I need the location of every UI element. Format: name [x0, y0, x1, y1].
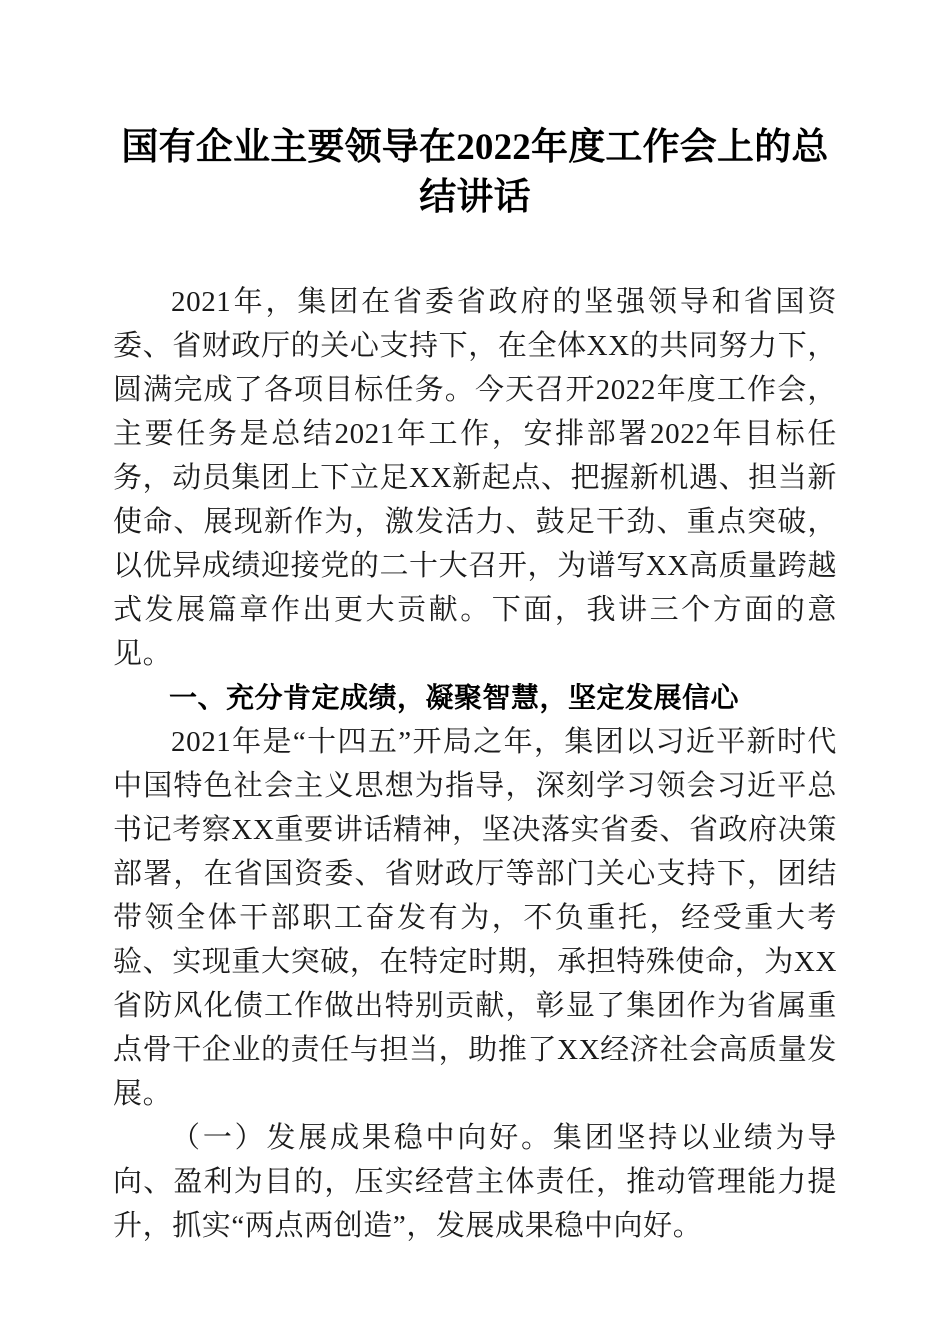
section-heading-one: 一、充分肯定成绩，凝聚智慧，坚定发展信心 — [169, 682, 740, 713]
paragraph-section-one-body: 2021年是“十四五”开局之年，集团以习近平新时代中国特色社会主义思想为指导，深刻学习领会习近平总书记考察XX重要讲话精神，坚决落实省委、省政府决策部署，在省国资委、省财政厅等部门关心支持下，团结带领全体干部职工奋发有为，不负重托，经受重大考验、实现重大突破，在特定时期，承担特殊使命，为XX省防风化债工作做出特别贡献，彰显了集团作为省属重点骨干企业的责任与担当，助推了XX经济社会高质量发展。 — [113, 726, 837, 1110]
paragraph-intro: 2021年，集团在省委省政府的坚强领导和省国资委、省财政厅的关心支持下，在全体XX的共同努力下，圆满完成了各项目标任务。今天召开2022年度工作会，主要任务是总结2021年工作，安排部署2022年目标任务，动员集团上下立足XX新起点、把握新机遇、担当新使命、展现新作为，激发活力、鼓足干劲、重点突破，以优异成绩迎接党的二十大召开，为谱写XX高质量跨越式发展篇章作出更大贡献。下面，我讲三个方面的意见。 — [113, 286, 837, 670]
document-content — [113, 0, 837, 1248]
page-title: 国有企业主要领导在2022年度工作会上的总结讲话 — [121, 127, 829, 218]
paragraph-subsection-one-one: （一）发展成果稳中向好。集团坚持以业绩为导向、盈利为目的，压实经营主体责任，推动管理能力提升，抓实“两点两创造”，发展成果稳中向好。 — [113, 1122, 837, 1242]
